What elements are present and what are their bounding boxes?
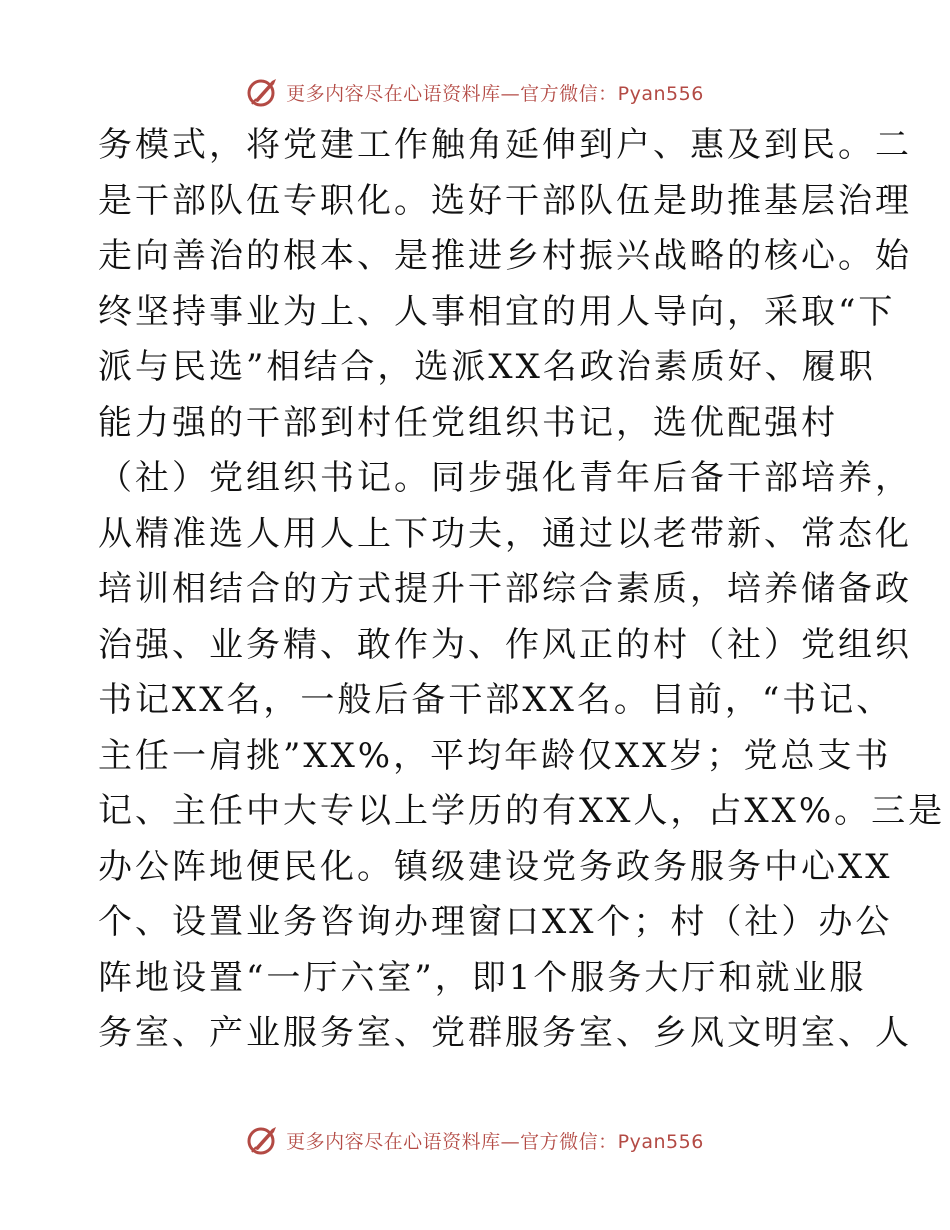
- body-line: 从精准选人用人上下功夫，通过以老带新、常态化: [98, 513, 912, 554]
- header-banner-label: 更多内容尽在心语资料库—官方微信：: [286, 82, 618, 105]
- body-line: 务室、产业服务室、党群服务室、乡风文明室、人: [98, 1013, 912, 1053]
- document-body: [98, 118, 946, 1062]
- body-line: 办公阵地便民化。镇级建设党务政务服务中心XX: [98, 846, 893, 887]
- body-line: 是干部队伍专职化。选好干部队伍是助推基层治理: [98, 180, 912, 221]
- footer-banner-label: 更多内容尽在心语资料库—官方微信：: [286, 1130, 618, 1153]
- body-line: 终坚持事业为上、人事相宜的用人导向，采取“下: [98, 291, 896, 332]
- body-line: （社）党组织书记。同步强化青年后备干部培养，: [98, 458, 912, 498]
- header-banner: [0, 72, 950, 112]
- footer-banner-text: [286, 1127, 704, 1154]
- quill-logo-icon: [246, 75, 280, 109]
- body-line: 派与民选”相结合，选派XX名政治素质好、履职: [98, 347, 876, 387]
- body-line: 书记XX名，一般后备干部XX名。目前，“书记、: [98, 680, 894, 720]
- body-line: 走向善治的根本、是推进乡村振兴战略的核心。始: [98, 236, 912, 276]
- header-banner-handle: Pyan556: [617, 82, 704, 105]
- body-line: 治强、业务精、敢作为、作风正的村（社）党组织: [98, 624, 912, 665]
- footer-banner: [0, 1120, 950, 1160]
- body-line: 阵地设置“一厅六室”，即1个服务大厅和就业服: [98, 957, 867, 998]
- footer-banner-handle: Pyan556: [617, 1130, 704, 1153]
- body-line: 能力强的干部到村任党组织书记，选优配强村: [98, 402, 838, 443]
- body-line: 个、设置业务咨询办理窗口XX个；村（社）办公: [98, 902, 893, 942]
- body-line: 主任一肩挑”XX%，平均年龄仅XX岁；党总支书: [98, 735, 892, 776]
- body-line: 务模式，将党建工作触角延伸到户、惠及到民。二: [98, 125, 912, 165]
- body-line: 记、主任中大专以上学历的有XX人，占XX%。三是: [98, 791, 946, 831]
- body-line: 培训相结合的方式提升干部综合素质，培养储备政: [98, 569, 912, 609]
- header-banner-text: [286, 79, 704, 106]
- quill-logo-icon: [246, 1123, 280, 1157]
